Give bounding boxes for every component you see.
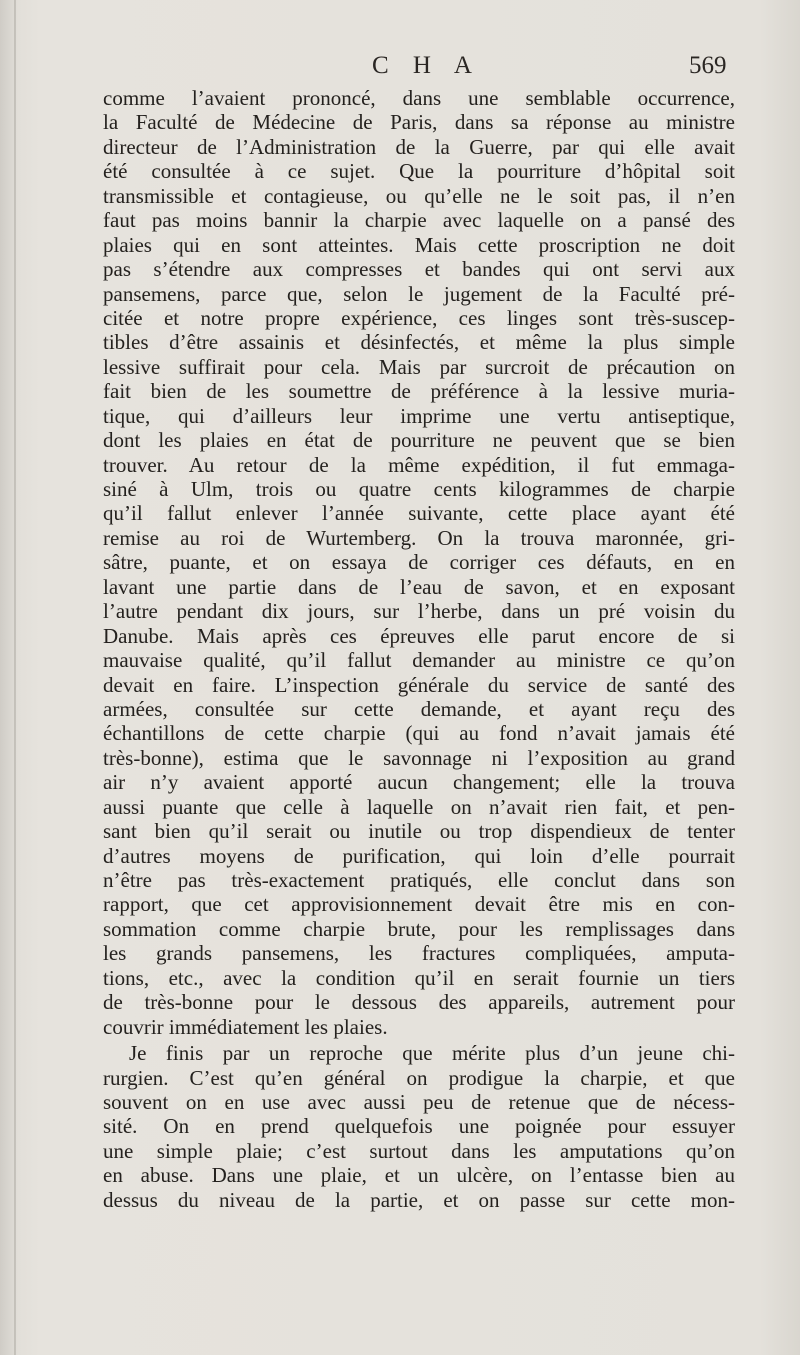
text-line: dessus du niveau de la partie, et on passe sur cette mon-: [103, 1187, 735, 1212]
text-line: été consultée à ce sujet. Que la pourriture d’hôpital soit: [103, 159, 735, 184]
text-line: échantillons de cette charpie (qui au fond n’avait jamais été: [103, 721, 735, 746]
text-line: n’être pas très-exactement pratiqués, elle conclut dans son: [103, 868, 735, 892]
text-line: l’autre pendant dix jours, sur l’herbe, dans un pré voisin du: [103, 599, 735, 624]
text-line: faut pas moins bannir la charpie avec laquelle on a pansé des: [103, 208, 735, 233]
text-line: trouver. Au retour de la même expédition, il fut emmaga-: [103, 452, 735, 477]
text-line: sâtre, puante, et on essaya de corriger ces défauts, en en: [103, 550, 735, 575]
text-line: mauvaise qualité, qu’il fallut demander au ministre ce qu’on: [103, 648, 735, 673]
text-line: rurgien. C’est qu’en général on prodigue la charpie, et que: [103, 1065, 735, 1090]
text-line: lessive suffirait pour cela. Mais par surcroit de précaution on: [103, 354, 735, 379]
text-line: très-bonne), estima que le savonnage ni l’exposition au grand: [103, 745, 735, 770]
text-line: citée et notre propre expérience, ces linges sont très-suscep-: [103, 305, 735, 330]
text-line: en abuse. Dans une plaie, et un ulcère, on l’entasse bien au: [103, 1163, 735, 1188]
page-number: 569: [689, 52, 727, 79]
text-line: les grands pansemens, les fractures compliquées, amputa-: [103, 941, 735, 966]
text-line: sant bien qu’il serait ou inutile ou trop dispendieux de tenter: [103, 819, 735, 844]
text-line: transmissible et contagieuse, ou qu’elle ne le soit pas, il n’en: [103, 183, 735, 208]
text-line: plaies qui en sont atteintes. Mais cette proscription ne doit: [103, 232, 735, 257]
text-line: air n’y avaient apporté aucun changement; elle la trouva: [103, 770, 735, 795]
text-line: qu’il fallut enlever l’année suivante, cette place ayant été: [103, 501, 735, 526]
text-line: d’autres moyens de purification, qui loin d’elle pourrait: [103, 843, 735, 868]
text-line: sité. On en prend quelquefois une poignée pour essuyer: [103, 1114, 735, 1139]
text-line: fait bien de les soumettre de préférence à la lessive muria-: [103, 379, 735, 404]
paragraph: [103, 1041, 735, 1212]
text-line: sommation comme charpie brute, pour les remplissages dans: [103, 916, 735, 941]
paragraph: [103, 86, 735, 1039]
running-head-title: C H A: [372, 52, 481, 79]
text-line: pansemens, parce que, selon le jugement de la Faculté pré-: [103, 281, 735, 306]
body-text: [103, 86, 735, 1212]
text-line: dont les plaies en état de pourriture ne peuvent que se bien: [103, 428, 735, 453]
text-line: tique, qui d’ailleurs leur imprime une vertu antiseptique,: [103, 403, 735, 428]
running-head: [0, 52, 800, 88]
text-line: Danube. Mais après ces épreuves elle parut encore de si: [103, 623, 735, 648]
text-line: pas s’étendre aux compresses et bandes qui ont servi aux: [103, 257, 735, 282]
text-line: comme l’avaient prononcé, dans une semblable occurrence,: [103, 86, 735, 110]
text-line: la Faculté de Médecine de Paris, dans sa réponse au ministre: [103, 110, 735, 135]
text-line: devait en faire. L’inspection générale du service de santé des: [103, 672, 735, 697]
text-line: une simple plaie; c’est surtout dans les amputations qu’on: [103, 1138, 735, 1163]
text-line: souvent on en use avec aussi peu de retenue que de nécess-: [103, 1089, 735, 1114]
text-line: siné à Ulm, trois ou quatre cents kilogrammes de charpie: [103, 477, 735, 501]
text-line: aussi puante que celle à laquelle on n’avait rien fait, et pen-: [103, 794, 735, 819]
text-line: rapport, que cet approvisionnement devait être mis en con-: [103, 892, 735, 917]
text-line: tions, etc., avec la condition qu’il en serait fournie un tiers: [103, 965, 735, 990]
text-line: tibles d’être assainis et désinfectés, et même la plus simple: [103, 330, 735, 355]
binding-gutter: [14, 0, 16, 1355]
text-line: remise au roi de Wurtemberg. On la trouva maronnée, gri-: [103, 525, 735, 550]
text-line: couvrir immédiatement les plaies.: [103, 1014, 388, 1039]
text-line: de très-bonne pour le dessous des appareils, autrement pour: [103, 990, 735, 1015]
text-line: armées, consultée sur cette demande, et ayant reçu des: [103, 696, 735, 721]
text-line: Je finis par un reproche que mérite plus d’un jeune chi-: [129, 1041, 735, 1066]
text-line: directeur de l’Administration de la Guerre, par qui elle avait: [103, 134, 735, 159]
text-line: lavant une partie dans de l’eau de savon, et en exposant: [103, 574, 735, 599]
